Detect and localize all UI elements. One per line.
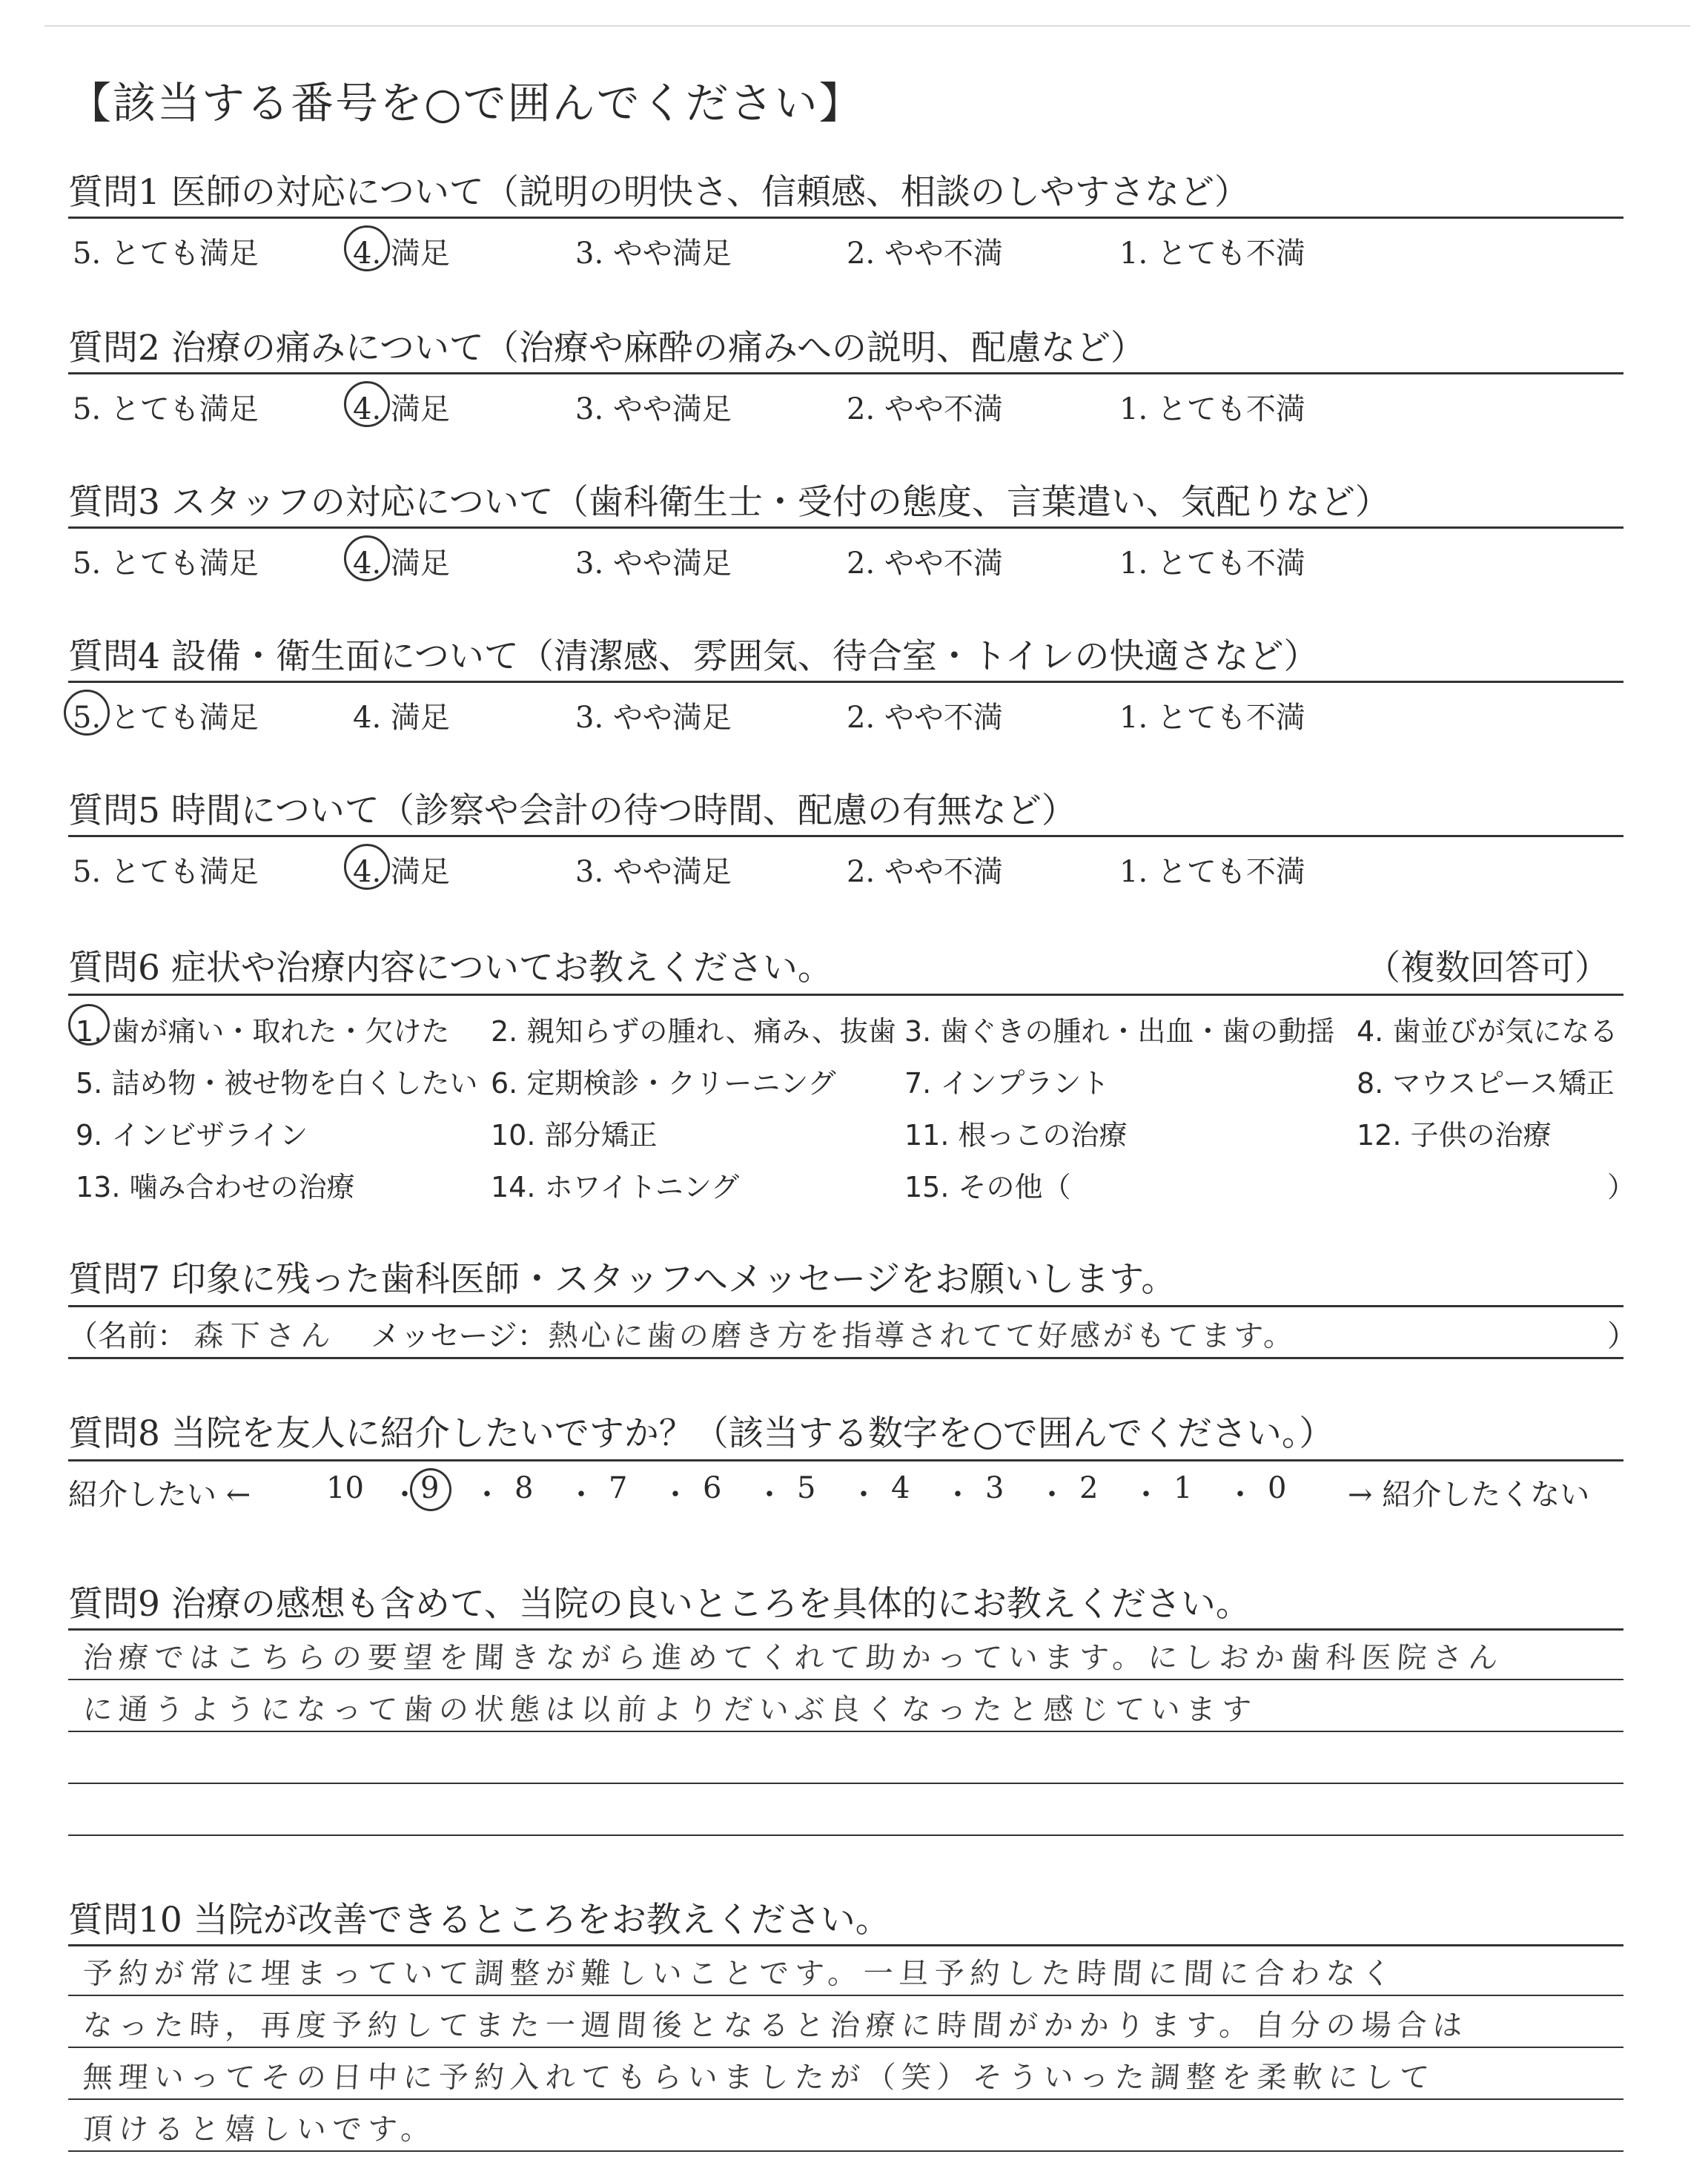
- q1-option-1[interactable]: 1. とても不満: [1119, 237, 1305, 271]
- q3-option-1[interactable]: 1. とても不満: [1119, 546, 1305, 581]
- q10-line-2[interactable]: なった時，再度予約してまた一週間後となると治療に時間がかかります。自分の場合は: [82, 2009, 1469, 2043]
- q8-left-label: 紹介したい ←: [68, 1478, 251, 1512]
- q2-selection-circle: [344, 381, 390, 427]
- q1-options: [68, 230, 1623, 274]
- q4-selection-circle: [64, 690, 110, 736]
- q8-right-label: → 紹介したくない: [1348, 1478, 1590, 1512]
- q4-option-2[interactable]: 2. やや不満: [847, 701, 1003, 735]
- q6-option-2[interactable]: 2. 親知らずの腫れ、痛み、抜歯: [491, 1015, 896, 1048]
- q9-rule-2: [68, 1731, 1623, 1732]
- q6-option-13[interactable]: 13. 噛み合わせの治療: [76, 1171, 355, 1203]
- q4-option-5[interactable]: 5. とても満足: [73, 701, 259, 735]
- q3-rule: [68, 526, 1623, 529]
- q4-title: 質問4 設備・衛生面について（清潔感、雰囲気、待合室・トイレの快適さなど）: [68, 636, 1319, 677]
- q4-rule: [68, 681, 1623, 683]
- q6-option-3[interactable]: 3. 歯ぐきの腫れ・出血・歯の動揺: [904, 1015, 1335, 1048]
- q6-option-11[interactable]: 11. 根っこの治療: [904, 1119, 1128, 1152]
- q8-rule: [68, 1459, 1623, 1462]
- q6-option-15[interactable]: 15. その他（: [904, 1171, 1071, 1203]
- q7-message-value[interactable]: 熱心に歯の磨き方を指導されてて好感がもてます。: [547, 1319, 1297, 1353]
- q6-option-14[interactable]: 14. ホワイトニング: [491, 1171, 740, 1203]
- q9-title: 質問9 治療の感想も含めて、当院の良いところを具体的にお教えください。: [68, 1584, 1251, 1625]
- q6-note: （複数回答可）: [1366, 948, 1609, 988]
- q6-option-9[interactable]: 9. インビザライン: [76, 1119, 308, 1152]
- q7-title: 質問7 印象に残った歯科医師・スタッフへメッセージをお願いします。: [68, 1259, 1176, 1300]
- q2-option-2[interactable]: 2. やや不満: [847, 392, 1003, 426]
- q8-scale-4[interactable]: 4: [891, 1471, 910, 1505]
- q6-selection-circle: [68, 1004, 110, 1046]
- q1-option-5[interactable]: 5. とても満足: [73, 237, 259, 271]
- q7-name-label: （名前：: [68, 1319, 187, 1353]
- q1-title: 質問1 医師の対応について（説明の明快さ、信頼感、相談のしやすさなど）: [68, 172, 1250, 213]
- q1-option-3[interactable]: 3. やや満足: [575, 237, 732, 271]
- q6-option-12[interactable]: 12. 子供の治療: [1357, 1119, 1552, 1152]
- q7-rule: [68, 1305, 1623, 1307]
- q2-options: [68, 386, 1623, 430]
- q8-selection-circle: [410, 1468, 451, 1511]
- q5-option-4[interactable]: 4. 満足: [353, 855, 450, 889]
- q4-options: [68, 694, 1623, 739]
- q8-scale-5[interactable]: 5: [797, 1471, 816, 1505]
- q3-option-2[interactable]: 2. やや不満: [847, 546, 1003, 581]
- q10-rule-2: [68, 2047, 1623, 2048]
- q1-selection-circle: [344, 225, 390, 271]
- q6-option-5[interactable]: 5. 詰め物・被せ物を白くしたい: [76, 1067, 478, 1100]
- q5-rule: [68, 835, 1623, 837]
- q9-rule-3: [68, 1783, 1623, 1784]
- q6-option-1[interactable]: 1. 歯が痛い・取れた・欠けた: [76, 1015, 450, 1048]
- q1-rule: [68, 217, 1623, 219]
- q7-name-value[interactable]: 森下さん: [193, 1319, 338, 1353]
- q6-option-4[interactable]: 4. 歯並びが気になる: [1357, 1015, 1618, 1048]
- q8-scale-7[interactable]: 7: [609, 1471, 628, 1505]
- q9-line-2[interactable]: に通うようになって歯の状態は以前よりだいぶ良くなったと感じています: [82, 1693, 1259, 1727]
- q8-scale-dot: ・: [849, 1478, 878, 1512]
- q8-scale-3[interactable]: 3: [985, 1471, 1004, 1505]
- page-heading: 【該当する番号を○で囲んでください】: [68, 78, 864, 128]
- q2-option-3[interactable]: 3. やや満足: [575, 392, 732, 426]
- q10-rule-4: [68, 2150, 1623, 2152]
- q7-close-paren: ）: [1607, 1319, 1637, 1353]
- q4-option-3[interactable]: 3. やや満足: [575, 701, 732, 735]
- q6-option-7[interactable]: 7. インプラント: [904, 1067, 1110, 1100]
- q6-other-close-paren: ）: [1607, 1171, 1636, 1203]
- q3-selection-circle: [344, 535, 390, 581]
- q5-option-5[interactable]: 5. とても満足: [73, 855, 259, 889]
- q7-rule-2: [68, 1357, 1623, 1359]
- scan-top-edge: [44, 25, 1690, 27]
- q8-scale-dot: ・: [390, 1478, 420, 1512]
- q5-title: 質問5 時間について（診察や会計の待つ時間、配慮の有無など）: [68, 790, 1076, 831]
- q10-rule-1: [68, 1995, 1623, 1996]
- q5-selection-circle: [344, 844, 390, 890]
- q9-line-1[interactable]: 治療ではこちらの要望を聞きながら進めてくれて助かっています。にしおか歯科医院さん: [82, 1641, 1505, 1675]
- q10-rule: [68, 1944, 1623, 1946]
- q5-option-1[interactable]: 1. とても不満: [1119, 855, 1305, 889]
- q8-scale-1[interactable]: 1: [1174, 1471, 1193, 1505]
- q8-scale-dot: ・: [943, 1478, 973, 1512]
- q2-rule: [68, 372, 1623, 374]
- q3-option-4[interactable]: 4. 満足: [353, 546, 450, 581]
- q9-rule-4: [68, 1834, 1623, 1836]
- q6-option-6[interactable]: 6. 定期検診・クリーニング: [491, 1067, 836, 1100]
- q3-option-3[interactable]: 3. やや満足: [575, 546, 732, 581]
- q8-scale-dot: ・: [1037, 1478, 1067, 1512]
- q8-scale-dot: ・: [1131, 1478, 1161, 1512]
- q2-option-1[interactable]: 1. とても不満: [1119, 392, 1305, 426]
- q1-option-4[interactable]: 4. 満足: [353, 237, 450, 271]
- q10-line-1[interactable]: 予約が常に埋まっていて調整が難しいことです。一旦予約した時間に間に合わなく: [82, 1957, 1398, 1991]
- q10-line-3[interactable]: 無理いってその日中に予約入れてもらいましたが（笑）そういった調整を柔軟にして: [82, 2061, 1437, 2095]
- q6-rule: [68, 994, 1623, 996]
- q8-scale-dot: ・: [472, 1478, 502, 1512]
- q8-scale-2[interactable]: 2: [1079, 1471, 1099, 1505]
- q4-option-1[interactable]: 1. とても不満: [1119, 701, 1305, 735]
- q8-scale-9[interactable]: 9: [420, 1471, 440, 1505]
- q8-scale-dot: ・: [755, 1478, 784, 1512]
- q10-rule-3: [68, 2098, 1623, 2100]
- q6-title: 質問6 症状や治療内容についてお教えください。: [68, 948, 833, 988]
- q8-scale-10[interactable]: 10: [326, 1471, 364, 1505]
- q9-rule-1: [68, 1679, 1623, 1680]
- q8-scale-dot: ・: [566, 1478, 596, 1512]
- q8-scale-6[interactable]: 6: [703, 1471, 722, 1505]
- q2-option-4[interactable]: 4. 満足: [353, 392, 450, 426]
- q5-option-2[interactable]: 2. やや不満: [847, 855, 1003, 889]
- q5-options: [68, 848, 1623, 893]
- q9-rule: [68, 1628, 1623, 1631]
- q5-option-3[interactable]: 3. やや満足: [575, 855, 732, 889]
- q10-line-4[interactable]: 頂けると嬉しいです。: [82, 2113, 437, 2147]
- q3-title: 質問3 スタッフの対応について（歯科衛生士・受付の態度、言葉遣い、気配りなど）: [68, 482, 1390, 523]
- q7-message-label: メッセージ：: [371, 1319, 547, 1353]
- q6-option-8[interactable]: 8. マウスピース矯正: [1357, 1067, 1615, 1100]
- q6-option-10[interactable]: 10. 部分矯正: [491, 1119, 658, 1152]
- q8-title: 質問8 当院を友人に紹介したいですか？（該当する数字を○で囲んでください。）: [68, 1413, 1334, 1454]
- q2-option-5[interactable]: 5. とても満足: [73, 392, 259, 426]
- q3-option-5[interactable]: 5. とても満足: [73, 546, 259, 581]
- q1-option-2[interactable]: 2. やや不満: [847, 237, 1003, 271]
- q8-scale-dot: ・: [661, 1478, 690, 1512]
- q8-scale-8[interactable]: 8: [514, 1471, 534, 1505]
- q10-title: 質問10 当院が改善できるところをお教えください。: [68, 1900, 890, 1941]
- q3-options: [68, 540, 1623, 584]
- q8-scale-dot: ・: [1225, 1478, 1255, 1512]
- q8-scale-0[interactable]: 0: [1268, 1471, 1287, 1505]
- q4-option-4[interactable]: 4. 満足: [353, 701, 450, 735]
- q2-title: 質問2 治療の痛みについて（治療や麻酔の痛みへの説明、配慮など）: [68, 328, 1145, 369]
